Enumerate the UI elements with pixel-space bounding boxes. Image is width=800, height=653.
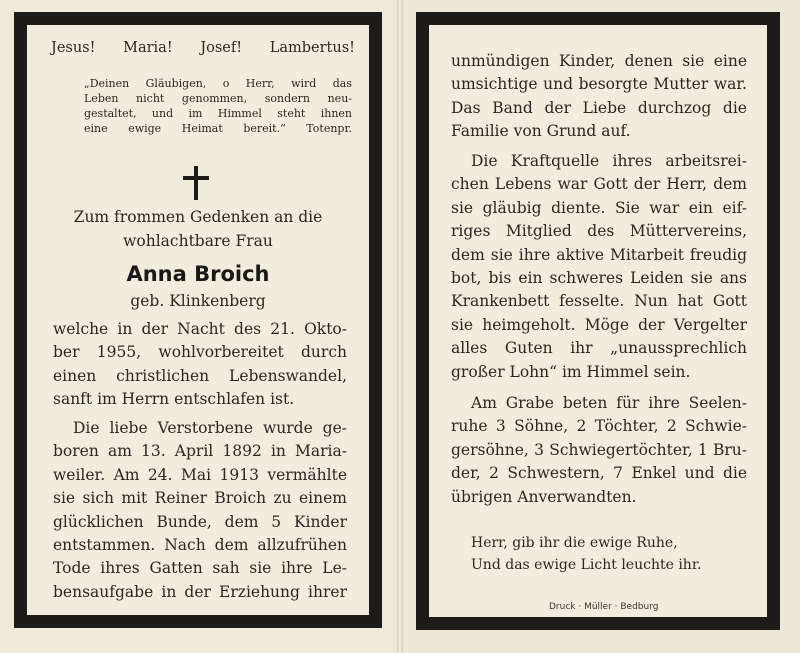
text-line: Familie von Grund auf. [451,122,631,141]
text-line: bensaufgabe in der Erziehung ihrer [53,582,347,601]
closing-prayer [471,532,701,576]
right-paragraph-2 [451,150,747,384]
quote-line: eine ewige Heimat bereit.“ Totenpr. [84,122,352,135]
funeral-quote [84,76,352,136]
birth-name: geb. Klinkenberg [130,292,266,310]
printer-imprint: Druck · Müller · Bedburg [549,602,659,612]
text-line: boren am 13. April 1892 in Maria- [53,442,347,461]
text-line: Krankenbett fesselte. Nun hat Gott [451,292,747,311]
right-paragraph-3 [451,392,747,509]
prayer-line: Und das ewige Licht leuchte ihr. [471,557,702,573]
text-line: unmündigen Kinder, denen sie eine [451,52,747,70]
text-line: Die liebe Verstorbene wurde ge- [73,419,347,437]
text-line: gersöhne, 3 Schwiegertöchter, 1 Bru- [451,440,747,459]
quote-line: „Deinen Gläubigen, o Herr, wird das [84,77,352,90]
text-line: umsichtige und besorgte Mutter war. [451,75,747,94]
text-line: Tode ihres Gatten sah sie ihre Le- [53,559,347,578]
text-line: weiler. Am 24. Mai 1913 vermählte [53,465,347,484]
dedication-line-2: wohlachtbare Frau [123,232,273,250]
text-line: sanft im Herrn entschlafen ist. [53,390,295,409]
quote-line: gestaltet, und im Himmel steht ihnen [84,107,352,120]
text-line: dem sie ihre aktive Mitarbeit freudig [451,245,747,264]
text-line: welche in der Nacht des 21. Okto- [53,320,347,338]
invocation-jesus: Jesus! [51,40,96,56]
text-line: sie heimgeholt. Möge der Vergelter [451,315,747,334]
deceased-name: Anna Broich [126,262,270,286]
text-line: chen Lebens war Gott der Herr, dem [451,175,747,194]
text-line: alles Guten ihr „unaussprechlich [451,339,747,358]
text-line: sie sich mit Reiner Broich zu einem [53,489,347,508]
text-line: riges Mitglied des Müttervereins, [451,222,747,241]
card-fold [397,0,403,653]
text-line: großer Lohn“ im Himmel sein. [451,362,691,381]
text-line: Die Kraftquelle ihres arbeitsrei- [471,152,747,170]
text-line: ruhe 3 Söhne, 2 Töchter, 2 Schwie- [451,417,747,436]
quote-line: Leben nicht genommen, sondern neu- [84,92,352,105]
dedication-line-1: Zum frommen Gedenken an die [73,208,323,226]
text-line: der, 2 Schwestern, 7 Enkel und die [451,464,747,483]
text-line: Am Grabe beten für ihre Seelen- [471,394,747,412]
prayer-line: Herr, gib ihr die ewige Ruhe, [471,535,678,551]
left-paragraph-2 [53,417,347,604]
invocation-maria: Maria! [123,40,173,56]
text-line: bot, bis ein schweres Leiden sie ans [451,269,747,288]
invocation-lambertus: Lambertus! [269,40,355,56]
invocation-josef: Josef! [200,40,243,56]
invocation-names [27,40,369,56]
text-line: einen christlichen Lebenswandel, [53,366,347,385]
right-paragraph-1 [451,50,747,144]
text-line: Das Band der Liebe durchzog die [451,98,747,117]
text-line: glücklichen Bunde, dem 5 Kinder [53,512,347,531]
text-line: ber 1955, wohlvorbereitet durch [53,343,347,362]
text-line: übrigen Anverwandten. [451,487,637,506]
left-paragraph-1 [53,318,347,412]
text-line: entstammen. Nach dem allzufrühen [53,536,347,555]
text-line: sie gläubig diente. Sie war ein eif- [451,198,747,217]
cross-icon [182,166,210,200]
